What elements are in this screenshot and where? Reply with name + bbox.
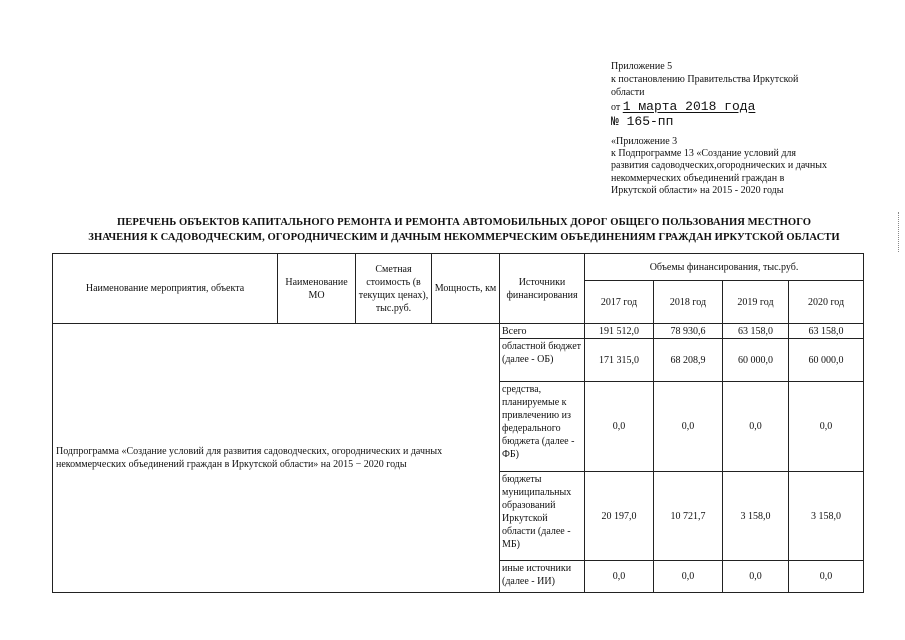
header-year-2020: 2020 год [789,281,864,324]
value-cell: 60 000,0 [723,339,789,382]
header-volumes: Объемы финансирования, тыс.руб. [585,254,864,281]
date-value: 1 марта 2018 года [622,99,756,114]
value-cell: 0,0 [789,382,864,472]
value-cell: 0,0 [654,561,723,593]
header-name: Наименование мероприятия, объекта [53,254,278,324]
title-line-1: ПЕРЕЧЕНЬ ОБЪЕКТОВ КАПИТАЛЬНОГО РЕМОНТА И РЕМОНТА АВТОМОБИЛЬНЫХ ДОРОГ ОБЩЕГО ПОЛЬЗОВАНИЯ МЕСТНОГО [116,217,812,228]
value-cell: 63 158,0 [723,324,789,339]
scan-artifact [898,212,902,252]
appendix-quote [611,136,901,197]
value-cell: 0,0 [654,382,723,472]
value-cell: 68 208,9 [654,339,723,382]
value-cell: 3 158,0 [723,472,789,561]
financing-table [52,253,864,593]
header-cost: Сметная стоимость (в текущих ценах), тыс.руб. [356,254,432,324]
title-line-2: ЗНАЧЕНИЯ К САДОВОДЧЕСКИМ, ОГОРОДНИЧЕСКИМ И ДАЧНЫМ НЕКОММЕРЧЕСКИМ ОБЪЕДИНЕНИЯМ ГРАЖДАН ИРКУТСКОЙ ОБЛАСТИ [88,232,840,243]
value-cell: 3 158,0 [789,472,864,561]
appendix-line-1: Приложение 5 [611,61,673,72]
quote-line-1: «Приложение 3 [611,136,678,147]
quote-line-2: к Подпрограмме 13 «Создание условий для [611,148,797,160]
value-cell: 78 930,6 [654,324,723,339]
value-cell: 0,0 [585,561,654,593]
appendix-number: № 165-пп [611,114,674,129]
value-cell: 20 197,0 [585,472,654,561]
value-cell: 0,0 [585,382,654,472]
header-year-2018: 2018 год [654,281,723,324]
document-title [40,215,888,245]
source-cell: областной бюджет (далее - ОБ) [500,339,585,382]
program-name-cell: Подпрограмма «Создание условий для развития садоводческих, огороднических и дачных некоммерческих объединений граждан в Иркутской области» на 2015 − 2020 годы [53,324,500,593]
date-prefix: от [611,102,621,113]
value-cell: 0,0 [723,382,789,472]
appendix-line-3: области [611,87,645,98]
value-cell: 10 721,7 [654,472,723,561]
header-sources: Источники финансирования [500,254,585,324]
quote-line-3: развития садоводческих,огороднических и дачных [611,160,827,172]
value-cell: 63 158,0 [789,324,864,339]
header-power: Мощность, км [432,254,500,324]
header-row-1 [53,254,864,281]
appendix-line-2: к постановлению Правительства Иркутской [611,74,799,85]
source-cell: иные источники (далее - ИИ) [500,561,585,593]
source-cell: средства, планируемые к привлечению из федерального бюджета (далее - ФБ) [500,382,585,472]
appendix-header [611,60,891,129]
value-cell: 171 315,0 [585,339,654,382]
quote-line-4: некоммерческих объединений граждан в [611,172,785,184]
value-cell: 0,0 [789,561,864,593]
table-row [53,324,864,339]
value-cell: 191 512,0 [585,324,654,339]
source-cell: бюджеты муниципальных образований Иркутской области (далее - МБ) [500,472,585,561]
header-year-2019: 2019 год [723,281,789,324]
value-cell: 0,0 [723,561,789,593]
header-mo: Наименование МО [278,254,356,324]
value-cell: 60 000,0 [789,339,864,382]
source-cell: Всего [500,324,585,339]
quote-line-5: Иркутской области» на 2015 - 2020 годы [611,184,784,196]
appendix-date [611,99,891,114]
header-year-2017: 2017 год [585,281,654,324]
